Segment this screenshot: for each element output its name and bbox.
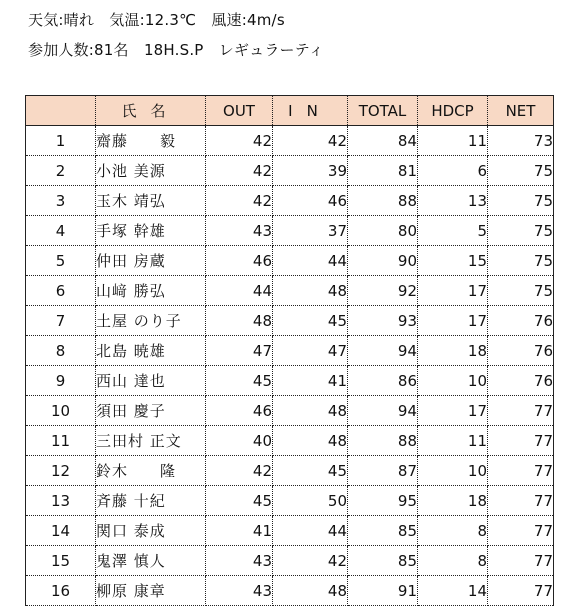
name-cell: 齋藤 毅 <box>96 126 206 156</box>
total-cell: 85 <box>348 546 418 576</box>
table-row <box>26 366 554 396</box>
total-cell: 86 <box>348 366 418 396</box>
rank-cell: 14 <box>26 516 96 546</box>
in-cell: 45 <box>273 456 348 486</box>
name-cell: 鈴木 隆 <box>96 456 206 486</box>
table-row <box>26 246 554 276</box>
table-row <box>26 216 554 246</box>
name-cell: 土屋 のり子 <box>96 306 206 336</box>
name-cell: 鬼澤 慎人 <box>96 546 206 576</box>
hdcp-cell: 13 <box>418 186 488 216</box>
name-cell: 山﨑 勝弘 <box>96 276 206 306</box>
in-cell: 45 <box>273 306 348 336</box>
total-cell: 84 <box>348 126 418 156</box>
in-cell: 48 <box>273 396 348 426</box>
net-cell: 76 <box>488 336 554 366</box>
header-name: 氏名 <box>96 96 206 126</box>
rank-cell: 4 <box>26 216 96 246</box>
in-cell: 42 <box>273 126 348 156</box>
participants-info: 参加人数:81名 18H.S.P レギュラーティ <box>28 41 324 59</box>
net-cell: 77 <box>488 396 554 426</box>
in-cell: 48 <box>273 426 348 456</box>
out-cell: 43 <box>206 216 273 246</box>
out-cell: 42 <box>206 126 273 156</box>
hdcp-cell: 8 <box>418 516 488 546</box>
out-cell: 46 <box>206 246 273 276</box>
rank-cell: 13 <box>26 486 96 516</box>
hdcp-cell: 5 <box>418 216 488 246</box>
out-cell: 41 <box>206 516 273 546</box>
table-row <box>26 516 554 546</box>
table-row <box>26 186 554 216</box>
hdcp-cell: 11 <box>418 126 488 156</box>
rank-cell: 8 <box>26 336 96 366</box>
hdcp-cell: 17 <box>418 396 488 426</box>
out-cell: 40 <box>206 426 273 456</box>
in-cell: 41 <box>273 366 348 396</box>
in-cell: 37 <box>273 216 348 246</box>
header-hdcp: HDCP <box>418 96 488 126</box>
table-row <box>26 576 554 606</box>
header-out: OUT <box>206 96 273 126</box>
in-cell: 42 <box>273 546 348 576</box>
rank-cell: 12 <box>26 456 96 486</box>
name-cell: 須田 慶子 <box>96 396 206 426</box>
total-cell: 95 <box>348 486 418 516</box>
net-cell: 76 <box>488 306 554 336</box>
hdcp-cell: 10 <box>418 456 488 486</box>
hdcp-cell: 6 <box>418 156 488 186</box>
rank-cell: 11 <box>26 426 96 456</box>
total-cell: 91 <box>348 576 418 606</box>
rank-cell: 15 <box>26 546 96 576</box>
results-table <box>25 95 554 606</box>
total-cell: 93 <box>348 306 418 336</box>
header-rank <box>26 96 96 126</box>
table-row <box>26 126 554 156</box>
total-cell: 87 <box>348 456 418 486</box>
total-cell: 94 <box>348 336 418 366</box>
in-cell: 48 <box>273 576 348 606</box>
name-cell: 北島 暁雄 <box>96 336 206 366</box>
out-cell: 47 <box>206 336 273 366</box>
in-cell: 46 <box>273 186 348 216</box>
table-row <box>26 336 554 366</box>
name-cell: 小池 美源 <box>96 156 206 186</box>
net-cell: 77 <box>488 576 554 606</box>
name-cell: 仲田 房蔵 <box>96 246 206 276</box>
in-cell: 44 <box>273 516 348 546</box>
net-cell: 77 <box>488 486 554 516</box>
out-cell: 48 <box>206 306 273 336</box>
hdcp-cell: 18 <box>418 336 488 366</box>
hdcp-cell: 17 <box>418 306 488 336</box>
out-cell: 46 <box>206 396 273 426</box>
rank-cell: 2 <box>26 156 96 186</box>
name-cell: 斉藤 十紀 <box>96 486 206 516</box>
net-cell: 75 <box>488 216 554 246</box>
header-in: IN <box>273 96 348 126</box>
hdcp-cell: 15 <box>418 246 488 276</box>
total-cell: 81 <box>348 156 418 186</box>
rank-cell: 9 <box>26 366 96 396</box>
in-cell: 44 <box>273 246 348 276</box>
net-cell: 77 <box>488 456 554 486</box>
table-row <box>26 546 554 576</box>
header-row <box>26 96 554 126</box>
hdcp-cell: 10 <box>418 366 488 396</box>
out-cell: 43 <box>206 576 273 606</box>
table-row <box>26 276 554 306</box>
name-cell: 柳原 康章 <box>96 576 206 606</box>
name-cell: 関口 泰成 <box>96 516 206 546</box>
rank-cell: 5 <box>26 246 96 276</box>
net-cell: 77 <box>488 546 554 576</box>
total-cell: 94 <box>348 396 418 426</box>
weather-info: 天気:晴れ 気温:12.3℃ 風速:4m/s <box>28 11 285 29</box>
total-cell: 80 <box>348 216 418 246</box>
out-cell: 45 <box>206 486 273 516</box>
name-cell: 西山 達也 <box>96 366 206 396</box>
name-cell: 三田村 正文 <box>96 426 206 456</box>
in-cell: 47 <box>273 336 348 366</box>
table-row <box>26 486 554 516</box>
out-cell: 44 <box>206 276 273 306</box>
hdcp-cell: 11 <box>418 426 488 456</box>
in-cell: 50 <box>273 486 348 516</box>
hdcp-cell: 14 <box>418 576 488 606</box>
in-cell: 39 <box>273 156 348 186</box>
net-cell: 77 <box>488 426 554 456</box>
rank-cell: 10 <box>26 396 96 426</box>
rank-cell: 6 <box>26 276 96 306</box>
table-row <box>26 426 554 456</box>
table-row <box>26 456 554 486</box>
net-cell: 77 <box>488 516 554 546</box>
hdcp-cell: 17 <box>418 276 488 306</box>
table-row <box>26 156 554 186</box>
out-cell: 42 <box>206 186 273 216</box>
hdcp-cell: 8 <box>418 546 488 576</box>
name-cell: 玉木 靖弘 <box>96 186 206 216</box>
table-row <box>26 306 554 336</box>
net-cell: 75 <box>488 156 554 186</box>
net-cell: 75 <box>488 246 554 276</box>
net-cell: 75 <box>488 186 554 216</box>
out-cell: 42 <box>206 156 273 186</box>
out-cell: 45 <box>206 366 273 396</box>
table-row <box>26 396 554 426</box>
hdcp-cell: 18 <box>418 486 488 516</box>
rank-cell: 1 <box>26 126 96 156</box>
rank-cell: 16 <box>26 576 96 606</box>
name-cell: 手塚 幹雄 <box>96 216 206 246</box>
net-cell: 73 <box>488 126 554 156</box>
out-cell: 43 <box>206 546 273 576</box>
header-net: NET <box>488 96 554 126</box>
header-total: TOTAL <box>348 96 418 126</box>
net-cell: 75 <box>488 276 554 306</box>
total-cell: 88 <box>348 186 418 216</box>
rank-cell: 7 <box>26 306 96 336</box>
net-cell: 76 <box>488 366 554 396</box>
out-cell: 42 <box>206 456 273 486</box>
total-cell: 85 <box>348 516 418 546</box>
total-cell: 92 <box>348 276 418 306</box>
total-cell: 88 <box>348 426 418 456</box>
rank-cell: 3 <box>26 186 96 216</box>
in-cell: 48 <box>273 276 348 306</box>
total-cell: 90 <box>348 246 418 276</box>
